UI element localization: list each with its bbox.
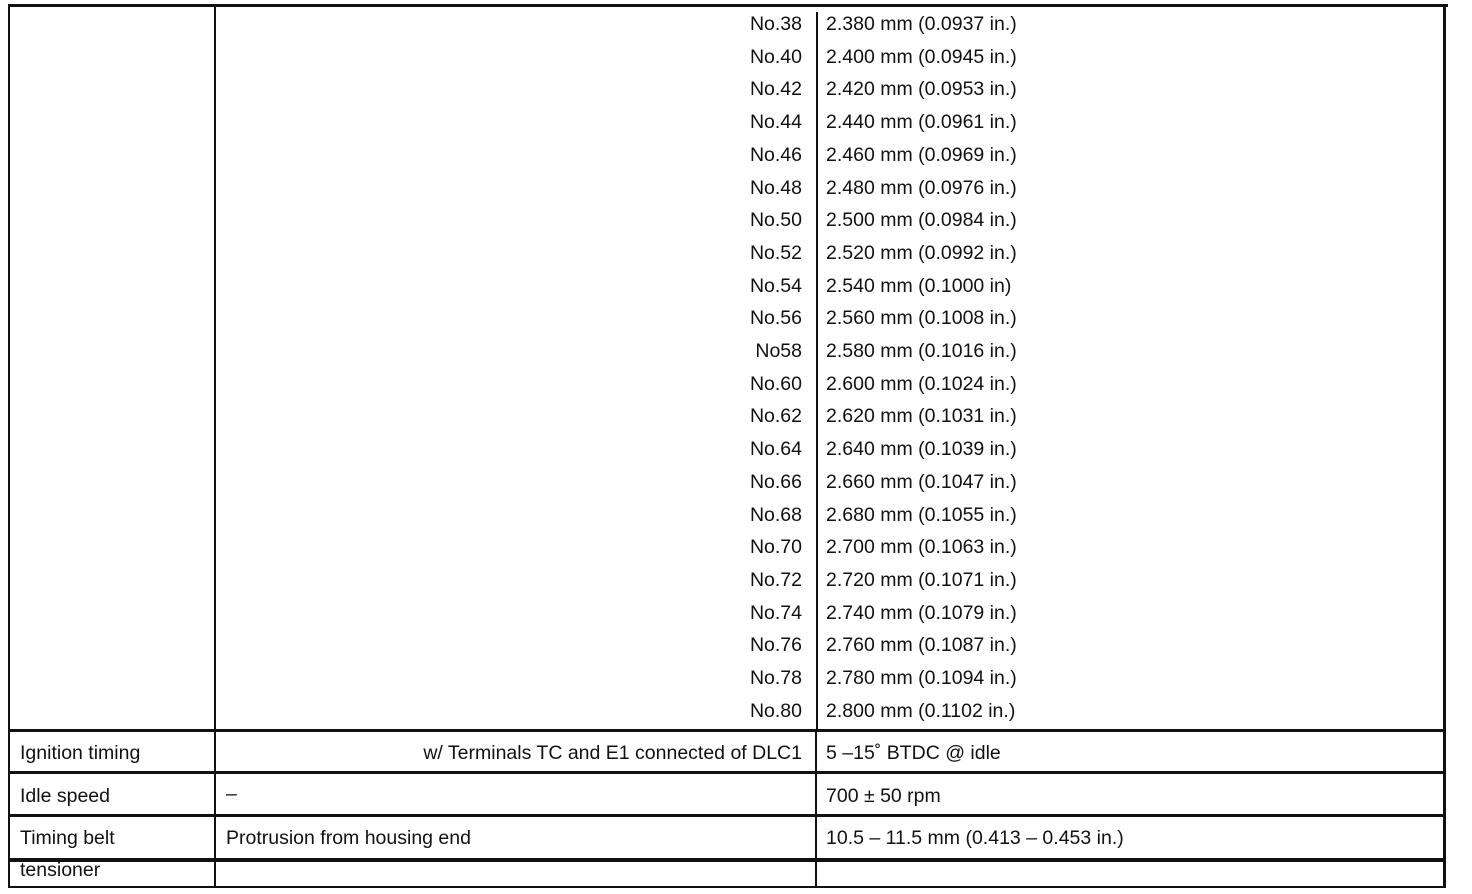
shim-value: 2.400 mm (0.0945 in.): [826, 46, 1017, 68]
shim-value: 2.760 mm (0.1087 in.): [826, 634, 1017, 656]
shim-value: 2.580 mm (0.1016 in.): [826, 340, 1017, 362]
shim-label: No.74: [749, 602, 802, 624]
shim-label: No.68: [749, 504, 802, 526]
shim-label: No.54: [749, 275, 802, 297]
shim-value: 2.680 mm (0.1055 in.): [826, 504, 1017, 526]
shim-label: No.60: [749, 373, 802, 395]
row-border-3: [8, 814, 1446, 817]
shim-label: No.70: [749, 536, 802, 558]
tensioner-item-line2: tensioner: [20, 860, 101, 876]
shim-label: No.64: [749, 438, 802, 460]
shim-label: No.38: [749, 13, 802, 35]
ignition-condition: w/ Terminals TC and E1 connected of DLC1: [423, 742, 802, 764]
shim-label: No.40: [749, 46, 802, 68]
shim-label: No58: [755, 340, 802, 362]
shim-value: 2.420 mm (0.0953 in.): [826, 78, 1017, 100]
shim-value: 2.620 mm (0.1031 in.): [826, 405, 1017, 427]
shim-value: 2.740 mm (0.1079 in.): [826, 602, 1017, 624]
shim-value: 2.520 mm (0.0992 in.): [826, 242, 1017, 264]
shim-label: No.76: [749, 634, 802, 656]
shim-value: 2.800 mm (0.1102 in.): [826, 700, 1016, 722]
shim-label: No.50: [749, 209, 802, 231]
shim-label: No.48: [749, 177, 802, 199]
idle-item: Idle speed: [20, 785, 110, 807]
shim-value: 2.500 mm (0.0984 in.): [826, 209, 1017, 231]
shim-label: No.62: [749, 405, 802, 427]
shim-value: 2.480 mm (0.0976 in.): [826, 177, 1017, 199]
shim-value: 2.780 mm (0.1094 in.): [826, 667, 1017, 689]
shim-label: No.42: [749, 78, 802, 100]
shim-value: 2.460 mm (0.0969 in.): [826, 144, 1017, 166]
shim-value: 2.640 mm (0.1039 in.): [826, 438, 1017, 460]
tensioner-spec: 10.5 – 11.5 mm (0.413 – 0.453 in.): [826, 827, 1124, 849]
ignition-item: Ignition timing: [20, 742, 141, 764]
tensioner-item-line1: Timing belt: [20, 827, 115, 849]
column-divider-1: [214, 4, 216, 888]
shim-label: No.66: [749, 471, 802, 493]
shim-value: 2.600 mm (0.1024 in.): [826, 373, 1017, 395]
shim-label: No.72: [749, 569, 802, 591]
shim-value: 2.380 mm (0.0937 in.): [826, 13, 1017, 35]
shim-value: 2.440 mm (0.0961 in.): [826, 111, 1017, 133]
top-border: [8, 4, 1448, 7]
shim-value: 2.540 mm (0.1000 in): [826, 275, 1012, 297]
shim-value: 2.660 mm (0.1047 in.): [826, 471, 1017, 493]
shim-label: No.52: [749, 242, 802, 264]
shim-label: No.46: [749, 144, 802, 166]
shim-divider: [816, 12, 818, 730]
shim-value: 2.700 mm (0.1063 in.): [826, 536, 1017, 558]
row-border-1: [8, 729, 1446, 732]
left-border: [8, 4, 10, 888]
shim-label: No.56: [749, 307, 802, 329]
shim-label: No.44: [749, 111, 802, 133]
shim-label: No.78: [749, 667, 802, 689]
shim-label: No.80: [749, 700, 802, 722]
right-border: [1443, 4, 1446, 888]
column-divider-2: [815, 732, 817, 888]
shim-value: 2.560 mm (0.1008 in.): [826, 307, 1017, 329]
idle-spec: 700 ± 50 rpm: [826, 785, 941, 807]
row-border-2: [8, 771, 1446, 774]
idle-condition: –: [226, 783, 237, 805]
row-border-4: [8, 858, 1446, 862]
shim-value: 2.720 mm (0.1071 in.): [826, 569, 1017, 591]
ignition-spec: 5 –15˚ BTDC @ idle: [826, 742, 1001, 764]
tensioner-condition: Protrusion from housing end: [226, 827, 471, 849]
bottom-border: [8, 886, 1446, 888]
